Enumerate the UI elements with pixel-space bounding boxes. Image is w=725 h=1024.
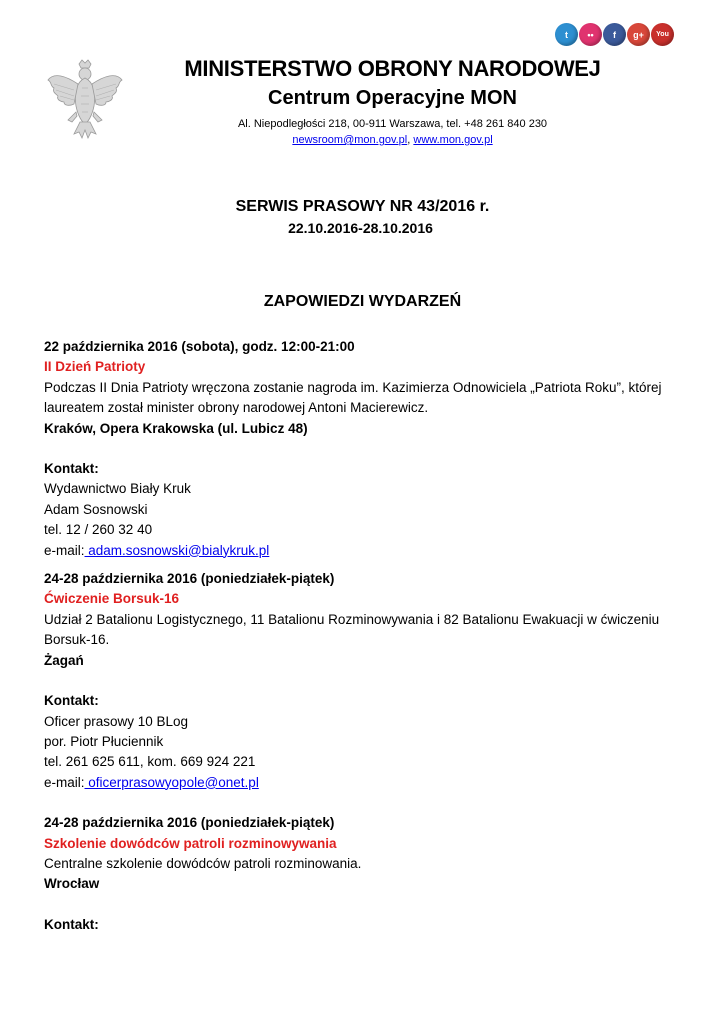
event-title: II Dzień Patrioty bbox=[44, 359, 146, 375]
youtube-icon[interactable]: You bbox=[651, 23, 674, 46]
event-location: Żagań bbox=[44, 652, 84, 668]
contact-organization: Oficer prasowy 10 BLog bbox=[44, 713, 189, 729]
event-2 bbox=[44, 569, 674, 793]
website-link[interactable]: www.mon.gov.pl bbox=[413, 134, 493, 146]
contact-phone: tel. 12 / 260 32 40 bbox=[44, 522, 153, 538]
event-title: Ćwiczenie Borsuk-16 bbox=[44, 591, 180, 607]
contact-person: Adam Sosnowski bbox=[44, 501, 148, 517]
contact-phone: tel. 261 625 611, kom. 669 924 221 bbox=[44, 754, 256, 770]
contact-label: Kontakt: bbox=[44, 461, 99, 477]
contact-email-link[interactable]: oficerprasowyopole@onet.pl bbox=[84, 774, 259, 790]
newsroom-email-link[interactable]: newsroom@mon.gov.pl bbox=[292, 134, 408, 146]
ministry-address: Al. Niepodległości 218, 00-911 Warszawa, tel. +48 261 840 230 bbox=[237, 118, 548, 130]
event-date: 24-28 października 2016 (poniedziałek-piątek) bbox=[44, 571, 335, 587]
contact-links bbox=[0, 134, 725, 146]
contact-email-line bbox=[44, 773, 674, 793]
events-list bbox=[44, 337, 674, 935]
event-1 bbox=[44, 337, 674, 561]
section-title: ZAPOWIEDZI WYDARZEŃ bbox=[263, 293, 462, 310]
event-description: Centralne szkolenie dowódców patroli rozminowania. bbox=[44, 855, 362, 871]
event-title: Szkolenie dowódców patroli rozminowywania bbox=[44, 835, 337, 851]
event-description: Podczas II Dnia Patrioty wręczona zostanie nagroda im. Kazimierza Odnowiciela „Patriota Roku”, której laureatem został minister obrony narodowej Antoni Macierewicz. bbox=[44, 379, 662, 416]
email-label: e-mail: bbox=[44, 774, 85, 790]
event-location: Wrocław bbox=[44, 876, 100, 892]
email-label: e-mail: bbox=[44, 542, 85, 558]
press-service-title: SERWIS PRASOWY NR 43/2016 r. bbox=[235, 198, 490, 215]
event-date: 22 października 2016 (sobota), godz. 12:00-21:00 bbox=[44, 339, 355, 354]
contact-label: Kontakt: bbox=[44, 916, 99, 932]
event-3 bbox=[44, 813, 674, 935]
contact-organization: Wydawnictwo Biały Kruk bbox=[44, 481, 191, 497]
links-separator: , bbox=[407, 134, 414, 146]
ministry-title: MINISTERSTWO OBRONY NARODOWEJ bbox=[184, 56, 601, 81]
contact-email-link[interactable]: adam.sosnowski@bialykruk.pl bbox=[84, 542, 270, 558]
event-location: Kraków, Opera Krakowska (ul. Lubicz 48) bbox=[44, 420, 308, 436]
twitter-icon[interactable]: t bbox=[555, 23, 578, 46]
contact-email-line bbox=[44, 541, 674, 561]
flickr-icon[interactable]: •• bbox=[579, 23, 602, 46]
center-subtitle: Centrum Operacyjne MON bbox=[268, 87, 517, 109]
press-service-dates: 22.10.2016-28.10.2016 bbox=[288, 220, 433, 236]
contact-person: por. Piotr Płuciennik bbox=[44, 733, 164, 749]
facebook-icon[interactable]: f bbox=[603, 23, 626, 46]
social-icons bbox=[555, 23, 674, 46]
google-plus-icon[interactable]: g+ bbox=[627, 23, 650, 46]
event-description: Udział 2 Batalionu Logistycznego, 11 Batalionu Rozminowywania i 82 Batalionu Ewakuacji w ćwiczeniu Borsuk-16. bbox=[44, 611, 660, 648]
contact-label: Kontakt: bbox=[44, 693, 99, 709]
event-date: 24-28 października 2016 (poniedziałek-piątek) bbox=[44, 815, 335, 831]
